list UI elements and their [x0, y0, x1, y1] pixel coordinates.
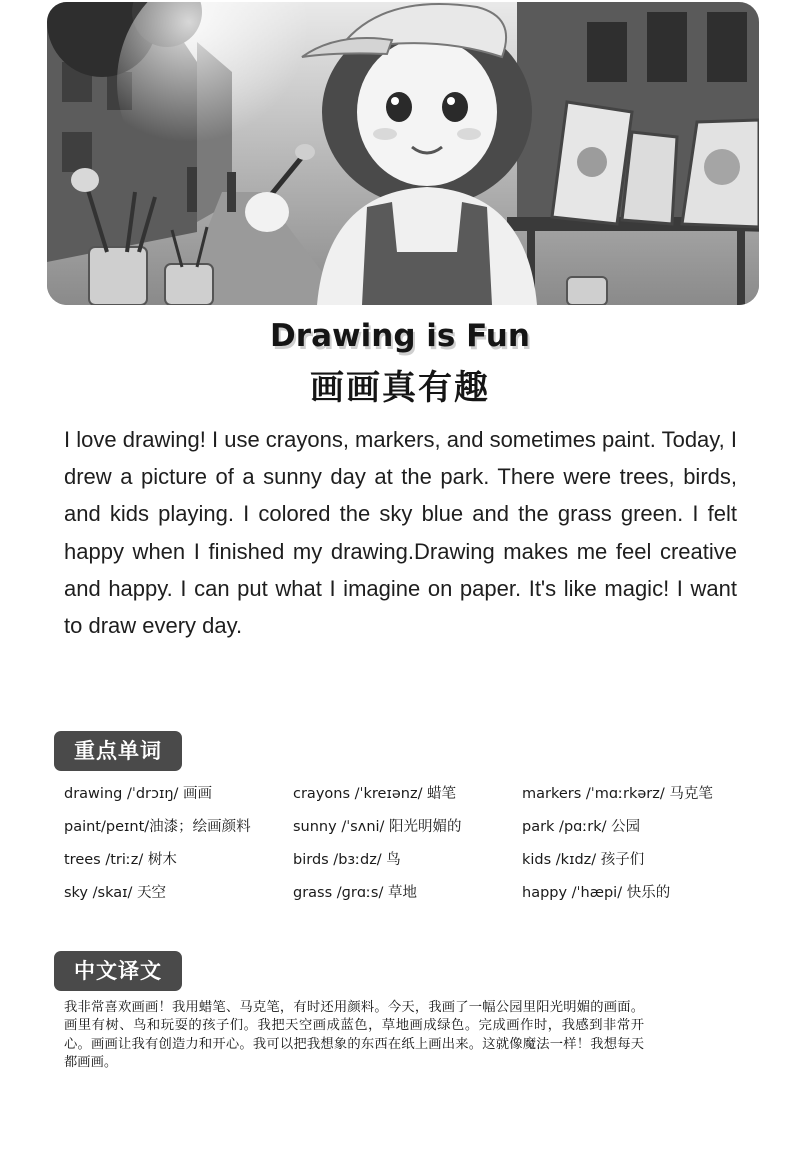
vocab-item: sunny /ˈsʌni/ 阳光明媚的: [293, 819, 462, 835]
vocab-item: sky /skaɪ/ 天空: [64, 885, 166, 901]
chinese-translation-paragraph: 我非常喜欢画画！我用蜡笔、马克笔，有时还用颜料。今天，我画了一幅公园里阳光明媚的画面。画里有树、鸟和玩耍的孩子们。我把天空画成蓝色，草地画成绿色。完成画作时，我感到非常开心。画画让我有创造力和开心。我可以把我想象的东西在纸上画出来。这就像魔法一样！我想每天都画画。: [64, 1000, 644, 1070]
vocab-item: crayons /ˈkreɪənz/ 蜡笔: [293, 786, 457, 802]
vocab-item: markers /ˈmɑːrkərz/ 马克笔: [522, 786, 713, 802]
vocab-item: trees /triːz/ 树木: [64, 852, 177, 868]
vocab-item: grass /ɡrɑːs/ 草地: [293, 885, 417, 901]
translation-heading: 中文译文: [54, 951, 182, 991]
vocabulary-list: [64, 782, 764, 905]
vocab-item: paint/peɪnt/油漆；绘画颜料: [64, 819, 251, 835]
vocab-item: birds /bɜːdz/ 鸟: [293, 852, 401, 868]
vocab-item: kids /kɪdz/ 孩子们: [522, 852, 645, 868]
hero-illustration: [47, 2, 759, 305]
story-paragraph: I love drawing! I use crayons, markers, and sometimes paint. Today, I drew a picture of a sunny day at the park. There were trees, birds, and kids playing. I colored the sky blue and the grass green. I felt happy when I finished my drawing.Drawing makes me feel creative and happy. I can put what I imagine on paper. It's like magic! I want to draw every day.: [64, 427, 737, 639]
vocab-item: drawing /ˈdrɔɪŋ/ 画画: [64, 786, 213, 802]
vocab-item: park /pɑːrk/ 公园: [522, 819, 641, 835]
title-english: Drawing is Fun: [270, 318, 530, 354]
title-chinese: 画画真有趣: [310, 368, 490, 408]
hero-illustration-graphic: [47, 2, 759, 305]
vocab-item: happy /ˈhæpi/ 快乐的: [522, 885, 671, 901]
vocabulary-heading: 重点单词: [54, 731, 182, 771]
